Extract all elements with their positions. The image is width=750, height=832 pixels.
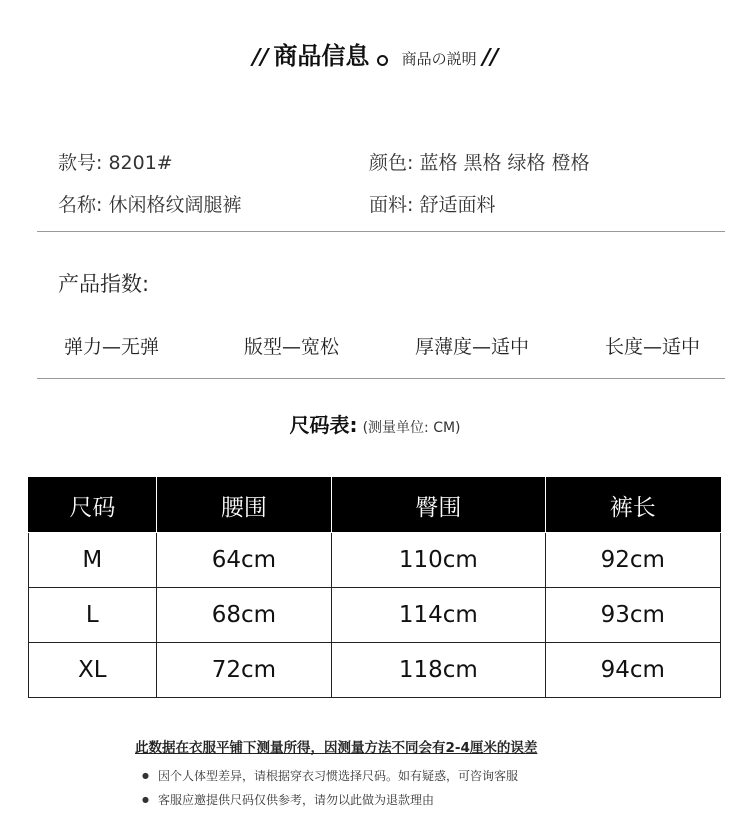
table-header-row	[29, 478, 721, 533]
fabric-info	[369, 190, 495, 217]
measurement-note: 此数据在衣服平铺下测量所得，因测量方法不同会有2-4厘米的误差	[135, 740, 538, 756]
product-name-value: 休闲格纹阔腿裤	[108, 194, 242, 216]
table-cell: M	[29, 533, 157, 588]
size-table-heading: 尺码表:	[289, 413, 358, 437]
fabric-value: 舒适面料	[419, 194, 496, 216]
divider	[37, 231, 725, 232]
title-dot-icon	[377, 55, 388, 66]
note-bullet: ● 客服应邀提供尺码仅供参考，请勿以此做为退款理由	[142, 791, 434, 808]
index-thickness: 厚薄度—适中	[415, 336, 530, 358]
size-table-title	[0, 409, 750, 438]
header-slash-right: //	[479, 45, 501, 70]
table-row	[29, 643, 721, 698]
table-cell: 94cm	[545, 643, 720, 698]
table-row	[29, 533, 721, 588]
style-number-value: 8201#	[108, 152, 173, 174]
table-cell: XL	[29, 643, 157, 698]
column-header-hip: 臀围	[332, 478, 546, 533]
size-table	[28, 477, 721, 698]
header-slash-left: //	[249, 45, 271, 70]
color-label: 颜色:	[369, 152, 414, 174]
page-subtitle: 商品の説明	[401, 50, 477, 68]
page-title: 商品信息	[273, 42, 370, 70]
table-cell: L	[29, 588, 157, 643]
table-cell: 110cm	[332, 533, 546, 588]
table-cell: 64cm	[156, 533, 331, 588]
table-cell: 118cm	[332, 643, 546, 698]
table-cell: 72cm	[156, 643, 331, 698]
index-fit: 版型—宽松	[244, 336, 340, 358]
size-table-unit-note: (测量单位: CM)	[362, 420, 461, 436]
index-length: 长度—适中	[605, 336, 701, 358]
fabric-label: 面料:	[369, 194, 414, 216]
product-index-title: 产品指数:	[58, 272, 150, 296]
page-header	[0, 36, 750, 71]
table-cell: 93cm	[545, 588, 720, 643]
style-number-label: 款号:	[58, 152, 103, 174]
table-row	[29, 588, 721, 643]
divider	[37, 378, 725, 379]
note-bullet: ● 因个人体型差异，请根据穿衣习惯选择尺码。如有疑惑，可咨询客服	[142, 767, 518, 784]
color-value: 蓝格 黑格 绿格 橙格	[419, 152, 590, 174]
column-header-waist: 腰围	[156, 478, 331, 533]
style-number	[58, 148, 173, 175]
product-name-label: 名称:	[58, 194, 103, 216]
color-info	[369, 148, 590, 175]
index-elasticity: 弹力—无弹	[64, 336, 160, 358]
table-cell: 92cm	[545, 533, 720, 588]
column-header-size: 尺码	[29, 478, 157, 533]
table-cell: 68cm	[156, 588, 331, 643]
column-header-length: 裤长	[545, 478, 720, 533]
table-cell: 114cm	[332, 588, 546, 643]
product-name	[58, 190, 241, 217]
